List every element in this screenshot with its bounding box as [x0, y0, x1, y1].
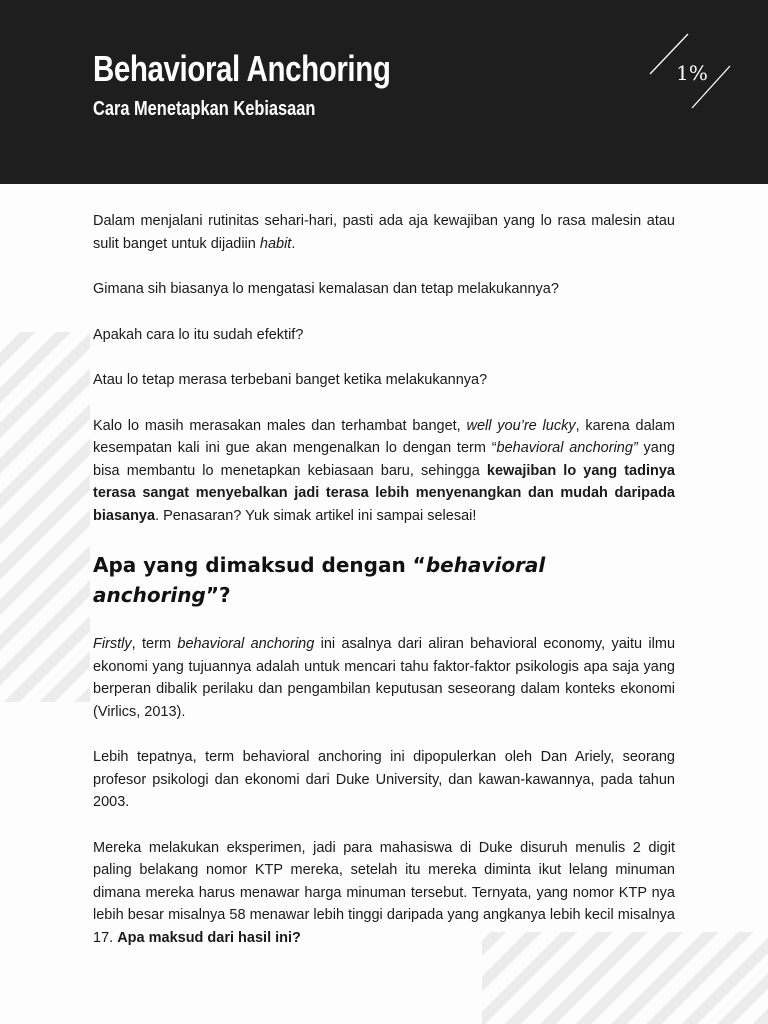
paragraph-firstly: Firstly, term behavioral anchoring ini asalnya dari aliran behavioral economy, yaitu ilmu ekonomi yang tujuannya adalah untuk mencari tahu faktor-faktor psikologis apa saja yang berperan dibalik perilaku dan pengambilan keputusan seseorang dalam konteks ekonomi (Virlics, 2013).: [93, 636, 676, 720]
section-heading: Apa yang dimaksud dengan “behavioral anchoring”?: [93, 553, 546, 607]
header-banner: [0, 0, 768, 184]
paragraph-experiment: Mereka melakukan eksperimen, jadi para mahasiswa di Duke disuruh menulis 2 digit paling belakang nomor KTP mereka, setelah itu mereka diminta ikut lelang minuman dimana mereka harus menawar harga minuman tersebut. Ternyata, yang nomor KTP nya lebih besar misalnya 58 menawar lebih tinggi daripada yang angkanya lebih kecil misalnya 17. Apa maksud dari hasil ini?: [93, 839, 675, 946]
paragraph-intro: Dalam menjalani rutinitas sehari-hari, pasti ada aja kewajiban yang lo rasa malesin atau sulit banget untuk dijadiin habit.: [93, 213, 675, 252]
paragraph-question-1: Gimana sih biasanya lo mengatasi kemalasan dan tetap melakukannya?: [93, 281, 559, 297]
paragraph-question-3: Atau lo tetap merasa terbebani banget ketika melakukannya?: [93, 372, 488, 388]
page-title: Behavioral Anchoring: [93, 48, 391, 89]
article-body: [93, 210, 675, 972]
page-subtitle: Cara Menetapkan Kebiasaan: [93, 98, 316, 120]
paragraph-ariely: Lebih tepatnya, term behavioral anchoring ini dipopulerkan oleh Dan Ariely, seorang profesor psikologi dan ekonomi dari Duke University, dan kawan-kawannya, pada tahun 2003.: [93, 749, 675, 810]
paragraph-lucky: Kalo lo masih merasakan males dan terhambat banget, well you’re lucky, karena dalam kesempatan kali ini gue akan mengenalkan lo dengan term “behavioral anchoring” yang bisa membantu lo menetapkan kebiasaan baru, sehingga kewajiban lo yang tadinya terasa sangat menyebalkan jadi terasa lebih menyenangkan dan mudah daripada biasanya. Penasaran? Yuk simak artikel ini sampai selesai!: [93, 417, 675, 524]
one-percent-logo: [640, 28, 740, 118]
logo-text: 1%: [676, 61, 708, 85]
decorative-stripes-left: [0, 332, 90, 702]
paragraph-question-2: Apakah cara lo itu sudah efektif?: [93, 326, 304, 343]
